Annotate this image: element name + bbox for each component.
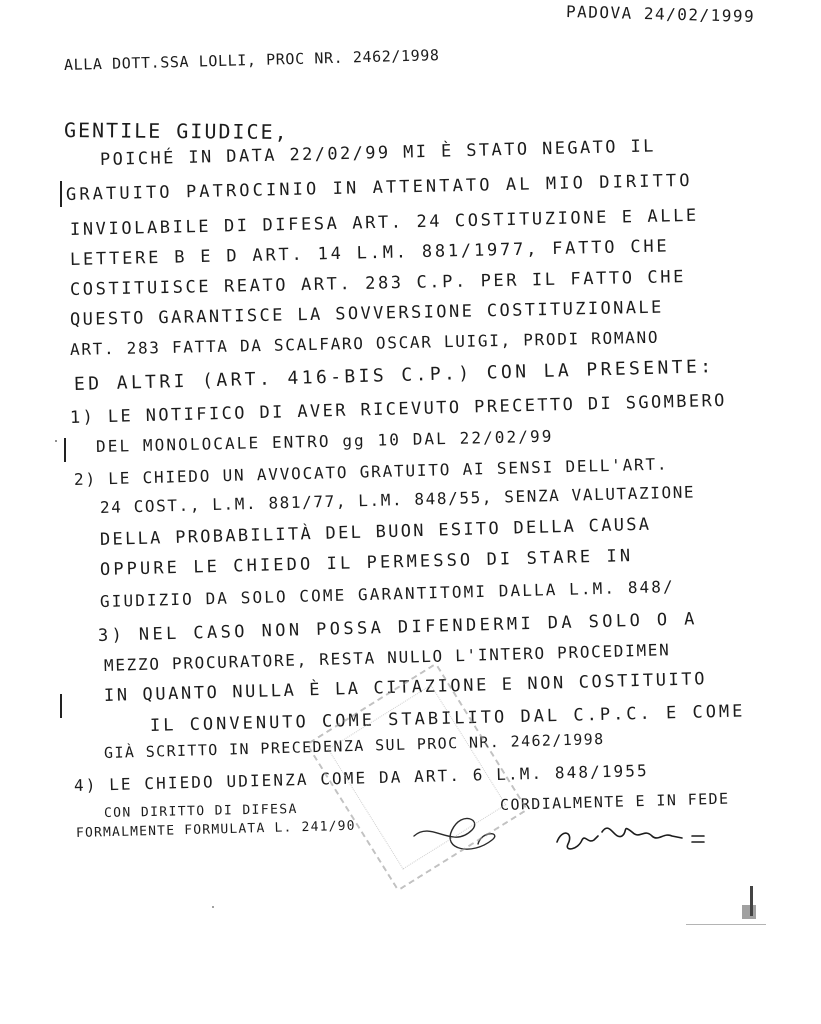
greeting: GENTILE GIUDICE, bbox=[63, 118, 289, 144]
point-2-line: 24 COST., L.M. 881/77, L.M. 848/55, SENZA VALUTAZIONE bbox=[99, 482, 696, 517]
body-line: LETTERE B E D ART. 14 L.M. 881/1977, FATTO CHE bbox=[69, 236, 670, 270]
margin-mark bbox=[64, 438, 66, 462]
point-1-line: 1) LE NOTIFICO DI AVER RICEVUTO PRECETTO DI SGOMBERO bbox=[69, 390, 728, 428]
body-line: POICHÉ IN DATA 22/02/99 MI È STATO NEGATO IL bbox=[99, 136, 657, 170]
point-3-line: IN QUANTO NULLA È LA CITAZIONE E NON COSTITUITO bbox=[103, 669, 708, 706]
closing-line: CORDIALMENTE E IN FEDE bbox=[499, 789, 730, 814]
signature-scribble bbox=[552, 810, 722, 860]
point-2-line: GIUDIZIO DA SOLO COME GARANTITOMI DALLA L.M. 848/ bbox=[99, 576, 675, 611]
body-line: ART. 283 FATTA DA SCALFARO OSCAR LUIGI, PRODI ROMANO bbox=[69, 327, 660, 359]
body-line: GRATUITO PATROCINIO IN ATTENTATO AL MIO DIRITTO bbox=[65, 170, 693, 205]
point-4-line: FORMALMENTE FORMULATA L. 241/90 bbox=[75, 818, 356, 841]
point-2-line: DELLA PROBABILITÀ DEL BUON ESITO DELLA CAUSA bbox=[99, 514, 652, 550]
margin-mark bbox=[60, 694, 62, 718]
point-4-line: CON DIRITTO DI DIFESA bbox=[103, 801, 298, 821]
signature bbox=[552, 810, 722, 860]
point-3-line: IL CONVENUTO COME STABILITO DAL C.P.C. E COME bbox=[149, 701, 746, 736]
point-3-line: GIÀ SCRITTO IN PRECEDENZA SUL PROC NR. 2462/1998 bbox=[103, 730, 605, 762]
point-1-line: DEL MONOLOCALE ENTRO gg 10 DAL 22/02/99 bbox=[95, 426, 554, 456]
scan-speck bbox=[742, 905, 756, 919]
place-date: PADOVA 24/02/1999 bbox=[565, 2, 756, 26]
scan-speck bbox=[686, 924, 766, 925]
point-3-line: MEZZO PROCURATORE, RESTA NULLO L'INTERO PROCEDIMEN bbox=[103, 640, 671, 675]
point-2-line: OPPURE LE CHIEDO IL PERMESSO DI STARE IN bbox=[99, 546, 634, 580]
point-3-line: 3) NEL CASO NON POSSA DIFENDERMI DA SOLO O A bbox=[97, 609, 698, 646]
body-line: COSTITUISCE REATO ART. 283 C.P. PER IL FATTO CHE bbox=[69, 267, 687, 300]
body-line: QUESTO GARANTISCE LA SOVVERSIONE COSTITUZIONALE bbox=[69, 297, 664, 330]
recipient-line: ALLA DOTT.SSA LOLLI, PROC NR. 2462/1998 bbox=[63, 46, 440, 74]
scan-speck bbox=[55, 440, 57, 442]
point-2-line: 2) LE CHIEDO UN AVVOCATO GRATUITO AI SENSI DELL'ART. bbox=[73, 454, 669, 489]
point-4-line: 4) LE CHIEDO UDIENZA COME DA ART. 6 L.M. 848/1955 bbox=[73, 760, 649, 795]
body-line: ED ALTRI (ART. 416-BIS C.P.) CON LA PRESENTE: bbox=[73, 356, 715, 395]
scan-speck bbox=[212, 906, 214, 908]
margin-mark bbox=[60, 181, 62, 207]
body-line: INVIOLABILE DI DIFESA ART. 24 COSTITUZIONE E ALLE bbox=[69, 205, 699, 240]
